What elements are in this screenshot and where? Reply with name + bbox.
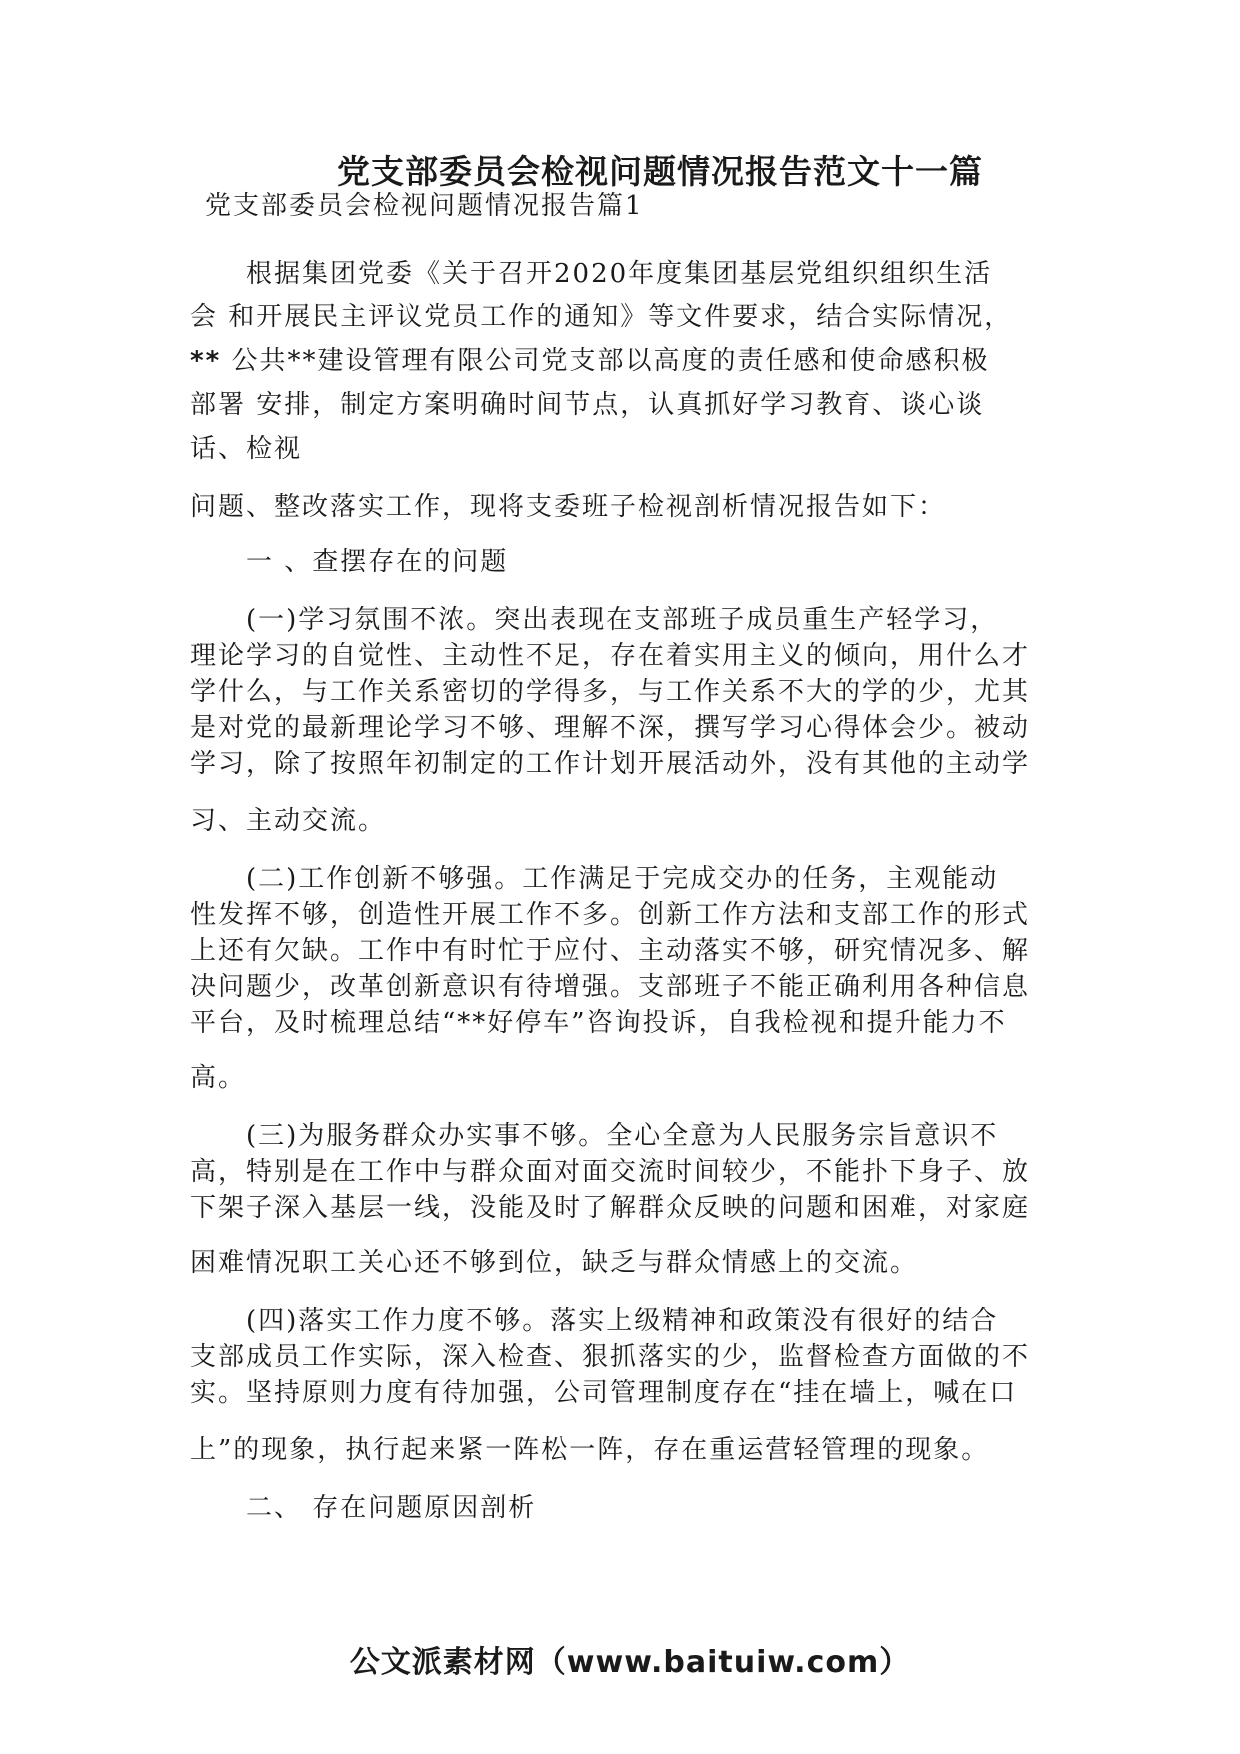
paragraph-line: (四)落实工作力度不够。落实上级精神和政策没有很好的结合 bbox=[190, 1306, 999, 1336]
paragraph-line: 高，特别是在工作中与群众面对面交流时间较少，不能扑下身子、放 bbox=[190, 1157, 1031, 1187]
footer-watermark: 公文派素材网（www.baituiw.com） bbox=[349, 1645, 911, 1680]
section-heading: 一 、查摆存在的问题 bbox=[190, 547, 509, 577]
paragraph-line: 上”的现象，执行起来紧一阵松一阵，存在重运营轻管理的现象。 bbox=[190, 1435, 990, 1465]
paragraph-line: 问题、整改落实工作，现将支委班子检视剖析情况报告如下： bbox=[190, 492, 947, 522]
paragraph-line: 学习，除了按照年初制定的工作计划开展活动外，没有其他的主动学 bbox=[190, 749, 1031, 779]
paragraph-line: 平台，及时梳理总结“**好停车”咨询投诉，自我检视和提升能力不 bbox=[190, 1008, 1007, 1038]
paragraph-line: 理论学习的自觉性、主动性不足，存在着实用主义的倾向，用什么才 bbox=[190, 641, 1031, 671]
paragraph-line: 习、主动交流。 bbox=[190, 806, 387, 836]
paragraph-line: 实。坚持原则力度有待加强，公司管理制度存在“挂在墙上，喊在口 bbox=[190, 1378, 1018, 1408]
paragraph-line: 下架子深入基层一线，没能及时了解群众反映的问题和困难，对家庭 bbox=[190, 1193, 1031, 1223]
paragraph-line: 会 和开展民主评议党员工作的通知》等文件要求，结合实际情况， bbox=[190, 302, 1013, 332]
paragraph-line: 话、检视 bbox=[190, 434, 303, 464]
paragraph-line: 部署 安排，制定方案明确时间节点，认真抓好学习教育、谈心谈 bbox=[190, 390, 985, 420]
paragraph-line: 根据集团党委《关于召开2020年度集团基层党组织组织生活 bbox=[190, 259, 993, 289]
paragraph-line: 高。 bbox=[190, 1063, 247, 1093]
paragraph-line: 是对党的最新理论学习不够、理解不深，撰写学习心得体会少。被动 bbox=[190, 713, 1031, 743]
paragraph-line: (三)为服务群众办实事不够。全心全意为人民服务宗旨意识不 bbox=[190, 1121, 999, 1151]
paragraph-line: 决问题少，改革创新意识有待增强。支部班子不能正确利用各种信息 bbox=[190, 972, 1031, 1002]
paragraph-line: 学什么，与工作关系密切的学得多，与工作关系不大的学的少，尤其 bbox=[190, 677, 1031, 707]
paragraph-line: ** 公共**建设管理有限公司党支部以高度的责任感和使命感积极 bbox=[190, 346, 990, 376]
paragraph-line: 性发挥不够，创造性开展工作不多。创新工作方法和支部工作的形式 bbox=[190, 900, 1031, 930]
paragraph-line: 支部成员工作实际，深入检查、狠抓落实的少，监督检查方面做的不 bbox=[190, 1342, 1031, 1372]
paragraph-line: (二)工作创新不够强。工作满足于完成交办的任务，主观能动 bbox=[190, 864, 999, 894]
section-heading: 二、 存在问题原因剖析 bbox=[190, 1493, 537, 1523]
masked-name-stars: ** bbox=[190, 346, 222, 376]
paragraph-line: 困难情况职工关心还不够到位，缺乏与群众情感上的交流。 bbox=[190, 1248, 919, 1278]
paragraph-line: (一)学习氛围不浓。突出表现在支部班子成员重生产轻学习， bbox=[190, 605, 999, 635]
paragraph-line: 上还有欠缺。工作中有时忙于应付、主动落实不够，研究情况多、解 bbox=[190, 936, 1031, 966]
document-title: 党支部委员会检视问题情况报告范文十一篇 bbox=[337, 152, 983, 191]
section-subtitle: 党支部委员会检视问题情况报告篇1 bbox=[205, 191, 644, 221]
